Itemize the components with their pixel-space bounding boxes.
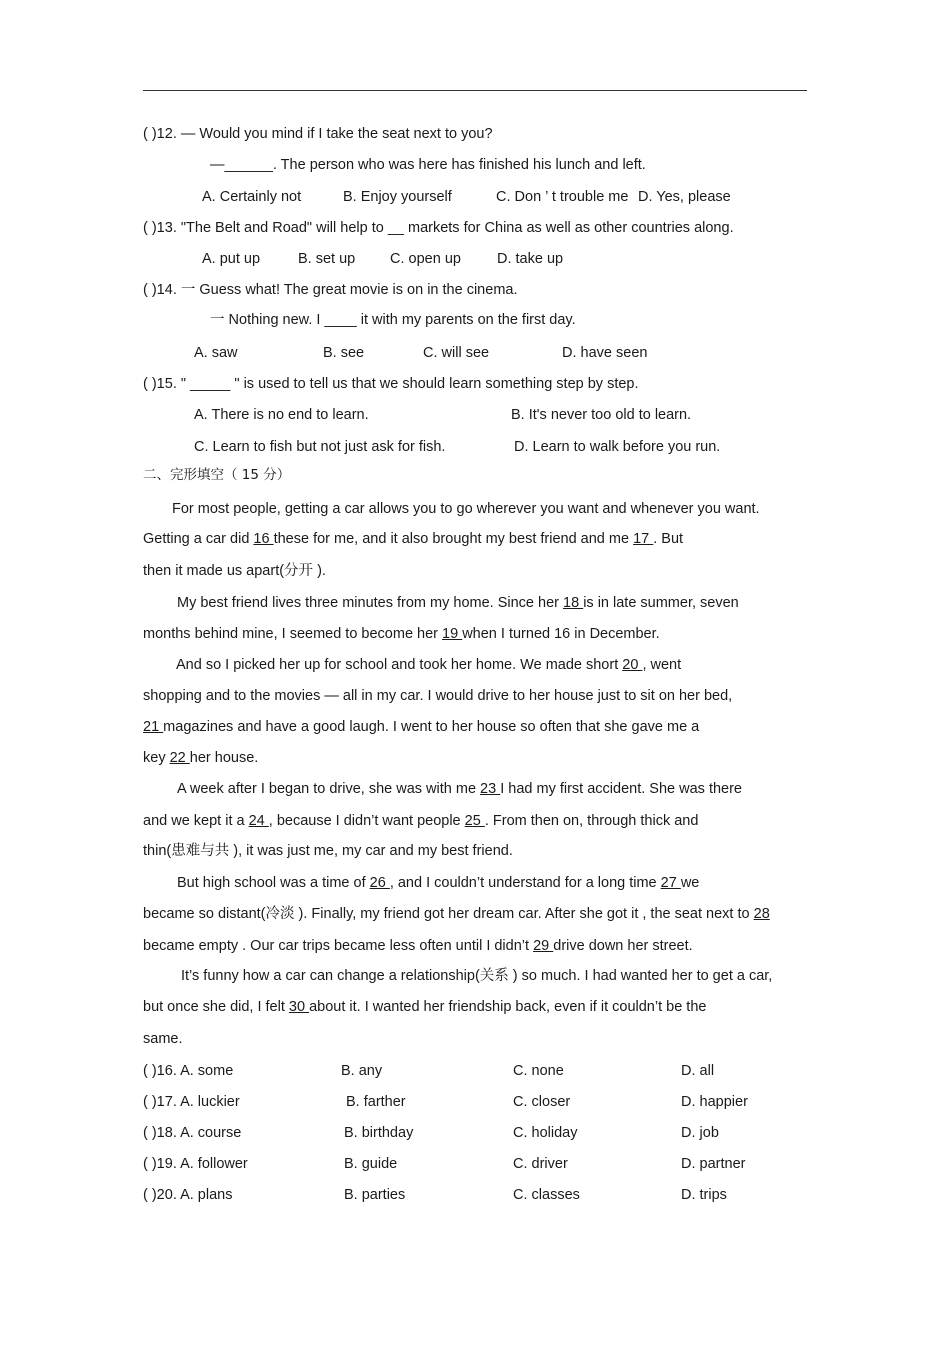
choice-17-d: D. happier — [681, 1094, 748, 1110]
passage-line: months behind mine, I seemed to become her 19 when I turned 16 in December. — [143, 626, 660, 642]
blank-26: 26 — [369, 875, 390, 891]
question-14-option-b: B. see — [323, 345, 365, 361]
question-12-option-b: B. Enjoy yourself — [343, 189, 452, 205]
blank-23: 23 — [480, 781, 501, 797]
passage-line: 21 magazines and have a good laugh. I went to her house so often that she gave me a — [143, 719, 700, 735]
passage-line: same. — [143, 1031, 183, 1047]
blank-20: 20 — [622, 657, 643, 673]
choice-17-b: B. farther — [346, 1094, 406, 1110]
question-12-option-d: D. Yes, please — [638, 189, 731, 205]
question-13-option-c: C. open up — [390, 251, 461, 267]
choice-16-a: ( )16. A. some — [143, 1063, 234, 1079]
passage-line: became so distant(冷淡 ). Finally, my friend got her dream car. After she got it , the seat next to 28 — [143, 906, 770, 922]
header-rule — [143, 90, 807, 91]
blank-16: 16 — [253, 531, 274, 547]
choice-19-a: ( )19. A. follower — [143, 1156, 248, 1172]
question-14-option-d: D. have seen — [562, 345, 648, 361]
question-15-option-a: A. There is no end to learn. — [194, 407, 369, 423]
choice-19-c: C. driver — [513, 1156, 568, 1172]
question-15-stem: ( )15. " _____ " is used to tell us that we should learn something step by step. — [143, 376, 639, 392]
choice-20-a: ( )20. A. plans — [143, 1187, 233, 1203]
choice-16-c: C. none — [513, 1063, 564, 1079]
blank-28: 28 — [753, 906, 770, 922]
choice-18-c: C. holiday — [513, 1125, 578, 1141]
choice-20-d: D. trips — [681, 1187, 727, 1203]
passage-line: It’s funny how a car can change a relationship(关系 ) so much. I had wanted her to get a car, — [181, 968, 773, 984]
blank-29: 29 — [533, 938, 554, 954]
question-13-option-b: B. set up — [298, 251, 356, 267]
blank-21: 21 — [143, 719, 164, 735]
passage-line: Getting a car did 16 these for me, and it also brought my best friend and me 17 . But — [143, 531, 684, 547]
choice-18-a: ( )18. A. course — [143, 1125, 242, 1141]
choice-16-b: B. any — [341, 1063, 383, 1079]
choice-19-d: D. partner — [681, 1156, 746, 1172]
passage-line: and we kept it a 24 , because I didn’t want people 25 . From then on, through thick and — [143, 813, 699, 829]
question-15-option-c: C. Learn to fish but not just ask for fish. — [194, 439, 446, 455]
question-12-option-a: A. Certainly not — [202, 189, 302, 205]
passage-line: But high school was a time of 26 , and I couldn’t understand for a long time 27 we — [177, 875, 700, 891]
passage-line: And so I picked her up for school and took her home. We made short 20 , went — [176, 657, 682, 673]
question-12-reply: —______. The person who was here has finished his lunch and left. — [210, 157, 646, 173]
blank-25: 25 — [464, 813, 485, 829]
choice-17-c: C. closer — [513, 1094, 571, 1110]
choice-20-c: C. classes — [513, 1187, 580, 1203]
question-14-option-c: C. will see — [423, 345, 490, 361]
blank-24: 24 — [248, 813, 269, 829]
blank-22: 22 — [169, 750, 190, 766]
choice-17-a: ( )17. A. luckier — [143, 1094, 240, 1110]
blank-17: 17 — [633, 531, 654, 547]
question-12-stem: ( )12. — Would you mind if I take the seat next to you? — [143, 126, 493, 142]
blank-30: 30 — [288, 999, 310, 1015]
question-15-option-d: D. Learn to walk before you run. — [514, 439, 721, 455]
passage-line: but once she did, I felt 30 about it. I wanted her friendship back, even if it couldn’t be the — [143, 999, 707, 1015]
choice-18-d: D. job — [681, 1125, 719, 1141]
passage-line: For most people, getting a car allows you to go wherever you want and whenever you want. — [172, 501, 760, 517]
choice-19-b: B. guide — [344, 1156, 398, 1172]
question-15-option-b: B. It's never too old to learn. — [511, 407, 692, 423]
blank-27: 27 — [660, 875, 681, 891]
question-14-reply: 一 Nothing new. I ____ it with my parents on the first day. — [210, 312, 576, 328]
passage-line: shopping and to the movies — all in my car. I would drive to her house just to sit on her bed, — [143, 688, 733, 704]
question-14-stem: ( )14. 一 Guess what! The great movie is on in the cinema. — [143, 282, 518, 298]
passage-line: became empty . Our car trips became less often until I didn’t 29 drive down her street. — [143, 938, 693, 954]
question-13-option-a: A. put up — [202, 251, 261, 267]
choice-16-d: D. all — [681, 1063, 715, 1079]
blank-18: 18 — [563, 595, 584, 611]
question-13-stem: ( )13. "The Belt and Road" will help to __ markets for China as well as other countries along. — [143, 220, 734, 236]
passage-line: thin(患难与共 ), it was just me, my car and my best friend. — [143, 843, 513, 859]
question-14-option-a: A. saw — [194, 345, 238, 361]
passage-line: My best friend lives three minutes from my home. Since her 18 is in late summer, seven — [177, 595, 739, 611]
section-2-heading: 二、完形填空（ 15 分） — [143, 467, 291, 483]
choice-18-b: B. birthday — [344, 1125, 414, 1141]
blank-19: 19 — [442, 626, 463, 642]
question-13-option-d: D. take up — [497, 251, 564, 267]
passage-line: then it made us apart(分开 ). — [143, 563, 326, 579]
question-12-option-c: C. Don ’ t trouble me — [496, 189, 629, 205]
choice-20-b: B. parties — [344, 1187, 406, 1203]
passage-line: key 22 her house. — [143, 750, 259, 766]
passage-line: A week after I began to drive, she was with me 23 I had my first accident. She was there — [177, 781, 742, 797]
